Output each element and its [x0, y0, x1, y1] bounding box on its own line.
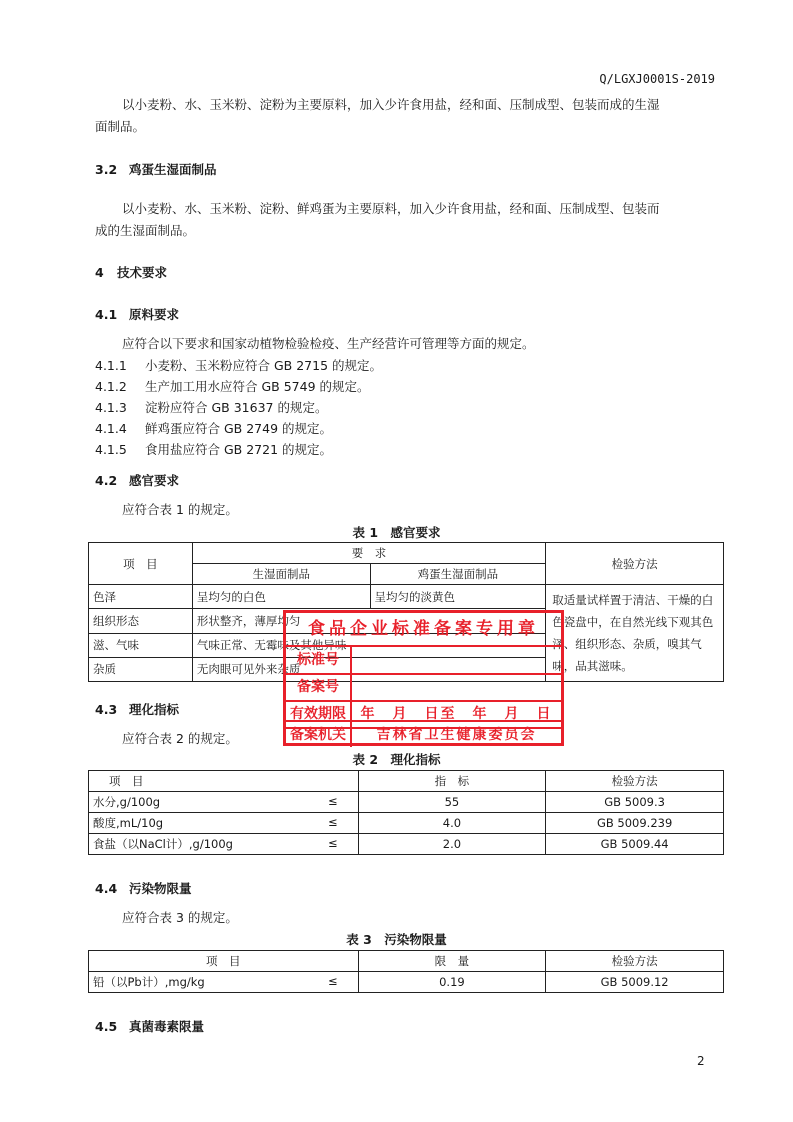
heading-4-2	[95, 471, 179, 489]
clause-text: 鲜鸡蛋应符合 GB 2749 的规定。	[145, 421, 332, 436]
table-cell-item: 滋、气味	[89, 633, 193, 657]
stamp-label: 有效期限	[286, 701, 352, 727]
clause-number: 4.1.3	[95, 400, 127, 415]
table-subheader-plain: 生湿面制品	[192, 564, 370, 585]
clause-text: 生产加工用水应符合 GB 5749 的规定。	[145, 379, 370, 394]
table-header-index: 指 标	[358, 771, 546, 792]
heading-title: 鸡蛋生湿面制品	[129, 162, 217, 177]
table-cell-method: GB 5009.12	[546, 972, 724, 993]
stamp-row-standard	[286, 647, 561, 675]
paragraph-3-2-line-1: 以小麦粉、水、玉米粉、淀粉、鲜鸡蛋为主要原料，加入少许食用盐，经和面、压制成型、包装而	[122, 201, 660, 216]
heading-4	[95, 263, 167, 281]
paragraph-4-4: 应符合表 3 的规定。	[122, 910, 238, 925]
heading-number: 4.1	[95, 307, 118, 322]
stamp-value	[352, 674, 561, 700]
page-number: 2	[697, 1054, 705, 1068]
paragraph-4-2: 应符合表 1 的规定。	[122, 502, 238, 517]
table-row	[89, 972, 724, 993]
paragraph-4-3: 应符合表 2 的规定。	[122, 731, 238, 746]
clause-4-1-5	[95, 439, 332, 461]
clause-text: 小麦粉、玉米粉应符合 GB 2715 的规定。	[145, 358, 382, 373]
table-cell-method: GB 5009.239	[546, 813, 724, 834]
clause-number: 4.1.2	[95, 379, 127, 394]
table-header-item: 项 目	[89, 951, 359, 972]
paragraph-3-2-line-2: 成的生湿面制品。	[95, 223, 196, 238]
table-subheader-egg: 鸡蛋生湿面制品	[370, 564, 546, 585]
paragraph-3-1-line-2: 面制品。	[95, 119, 146, 134]
heading-number: 3.2	[95, 162, 118, 177]
heading-4-1	[95, 305, 179, 323]
table-cell-item: 色泽	[89, 585, 193, 609]
table-cell-requirement: 形状整齐，薄厚均匀	[192, 609, 545, 633]
stamp-label: 标准号	[286, 647, 352, 673]
paragraph-4-1: 应符合以下要求和国家动植物检验检疫、生产经营许可管理等方面的规定。	[122, 336, 535, 351]
heading-4-4	[95, 879, 192, 897]
table-header-item: 项 目	[89, 543, 193, 585]
clause-text: 食用盐应符合 GB 2721 的规定。	[145, 442, 332, 457]
table-cell-item: 水分,g/100g ≤	[89, 792, 359, 813]
clause-4-1-1	[95, 355, 382, 377]
stamp-value: 吉林省卫生健康委员会	[376, 727, 537, 743]
stamp-title: 食品企业标准备案专用章	[286, 613, 561, 647]
clause-number: 4.1.4	[95, 421, 127, 436]
table-1-caption: 表 1 感官要求	[352, 525, 441, 540]
heading-title: 技术要求	[117, 265, 168, 280]
table-cell-value: 55	[358, 792, 546, 813]
clause-4-1-4	[95, 418, 332, 440]
heading-number: 4.2	[95, 473, 118, 488]
stamp-value	[352, 647, 561, 673]
table-cell-item: 铅（以Pb计）,mg/kg ≤	[89, 972, 359, 993]
table-3-caption: 表 3 污染物限量	[346, 932, 447, 947]
heading-4-3	[95, 700, 179, 718]
stamp-label: 备案机关	[286, 722, 352, 747]
table-row	[89, 792, 724, 813]
document-code: Q/LGXJ0001S-2019	[599, 72, 715, 86]
clause-number: 4.1.1	[95, 358, 127, 373]
filing-stamp	[283, 610, 564, 746]
table-row	[89, 585, 724, 609]
heading-title: 真菌毒素限量	[129, 1019, 205, 1034]
clause-text: 淀粉应符合 GB 31637 的规定。	[145, 400, 328, 415]
table-cell-method: 取适量试样置于清洁、干燥的白色瓷盘中，在自然光线下观其色泽、组织形态、杂质，嗅其气味，品其滋味。	[546, 585, 724, 682]
table-cell-value: 4.0	[358, 813, 546, 834]
clause-4-1-2	[95, 376, 370, 398]
table-header-method: 检验方法	[546, 771, 724, 792]
table-header-item: 项 目	[89, 771, 359, 792]
table-cell-method: GB 5009.3	[546, 792, 724, 813]
table-cell-egg: 呈均匀的淡黄色	[370, 585, 546, 609]
table-row	[89, 813, 724, 834]
stamp-row-authority	[286, 720, 561, 747]
heading-number: 4.3	[95, 702, 118, 717]
stamp-label: 备案号	[286, 674, 352, 700]
paragraph-3-1-line-1: 以小麦粉、水、玉米粉、淀粉为主要原料，加入少许食用盐，经和面、压制成型、包装而成的生湿	[122, 97, 660, 112]
heading-number: 4	[95, 265, 104, 280]
table-row	[89, 834, 724, 855]
table-cell-plain: 呈均匀的白色	[192, 585, 370, 609]
heading-number: 4.5	[95, 1019, 118, 1034]
heading-title: 污染物限量	[129, 881, 192, 896]
table-header-requirement: 要 求	[192, 543, 545, 564]
heading-title: 感官要求	[129, 473, 180, 488]
table-cell-item: 食盐（以NaCl计）,g/100g ≤	[89, 834, 359, 855]
table-cell-method: GB 5009.44	[546, 834, 724, 855]
table-header-method: 检验方法	[546, 543, 724, 585]
table-header-method: 检验方法	[546, 951, 724, 972]
table-cell-value: 2.0	[358, 834, 546, 855]
table-2-physicochemical	[88, 770, 724, 855]
table-cell-value: 0.19	[358, 972, 546, 993]
clause-number: 4.1.5	[95, 442, 127, 457]
table-header-limit: 限 量	[358, 951, 546, 972]
stamp-row-record	[286, 674, 561, 702]
table-cell-item: 酸度,mL/10g ≤	[89, 813, 359, 834]
table-2-caption: 表 2 理化指标	[352, 752, 441, 767]
table-cell-item: 杂质	[89, 657, 193, 681]
table-3-contaminants	[88, 950, 724, 993]
heading-4-5	[95, 1017, 204, 1035]
clause-4-1-3	[95, 397, 327, 419]
table-cell-item: 组织形态	[89, 609, 193, 633]
table-cell-requirement: 无肉眼可见外来杂质	[192, 657, 545, 681]
heading-number: 4.4	[95, 881, 118, 896]
table-cell-requirement: 气味正常、无霉味及其他异味	[192, 633, 545, 657]
heading-title: 理化指标	[129, 702, 180, 717]
heading-title: 原料要求	[129, 307, 180, 322]
stamp-value: 年 月 日至 年 月 日	[360, 706, 553, 722]
heading-3-2	[95, 160, 217, 178]
